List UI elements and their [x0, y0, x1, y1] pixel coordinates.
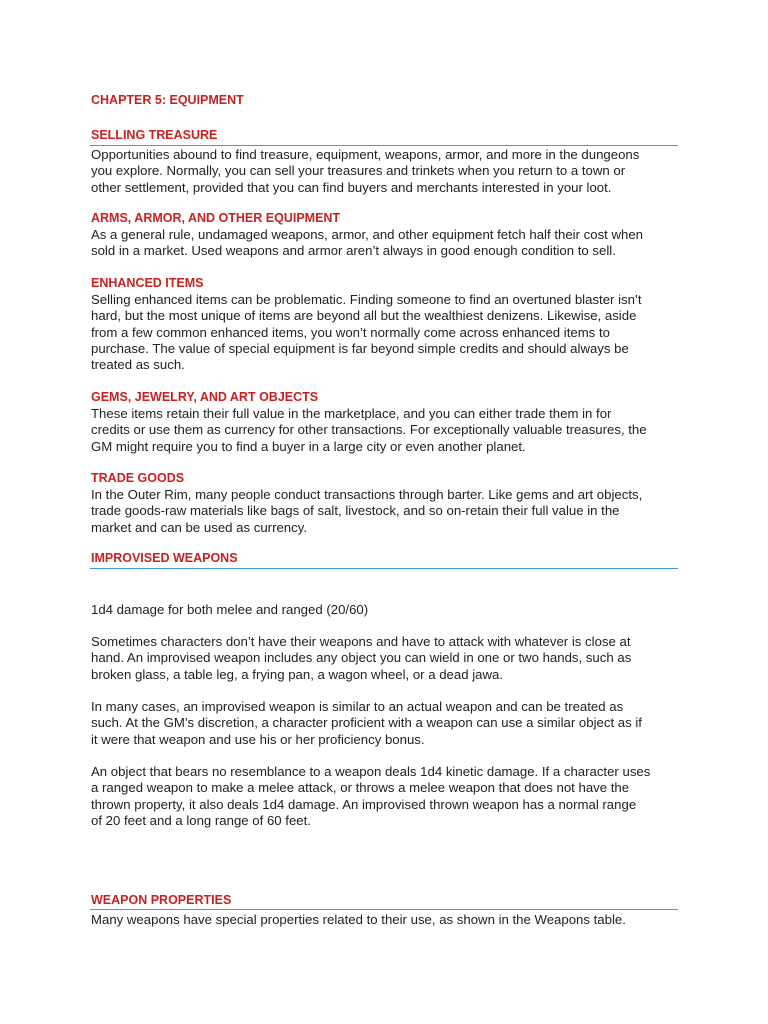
- heading-underline: [90, 909, 678, 910]
- heading-underline: [90, 145, 678, 146]
- paragraph-selling-treasure: Opportunities abound to find treasure, equipment, weapons, armor, and more in the dungeons you explore. Normally, you can sell your treasures and trinkets when you return to a town or other settlement, provided that you can find buyers and merchants interested in your loot.: [91, 147, 640, 195]
- paragraph-trade-goods: In the Outer Rim, many people conduct transactions through barter. Like gems and art objects, trade goods-raw materials like bags of salt, livestock, and so on-retain their full value in the market and can be used as currency.: [91, 487, 643, 535]
- paragraph-improvised-intro: Sometimes characters don’t have their weapons and have to attack with whatever is close at hand. An improvised weapon includes any object you can wield in one or two hands, such as broken glass, a table leg, a frying pan, a wagon wheel, or a dead jawa.: [91, 634, 632, 682]
- paragraph-gems-jewelry: These items retain their full value in the marketplace, and you can either trade them in for credits or use them as currency for other transactions. For exceptionally valuable treasures, the GM might require you to find a buyer in a large city or even another planet.: [91, 406, 647, 454]
- heading-enhanced-items: ENHANCED ITEMS: [91, 276, 204, 290]
- paragraph-enhanced-items: Selling enhanced items can be problematic. Finding someone to find an overtuned blaster isn’t hard, but the most unique of items are beyond all but the wealthiest denizens. Likewise, aside from a few common enhanced items, you won’t normally come across enhanced items to purchase. The value of special equipment is far beyond simple credits and should always be treated as such.: [91, 292, 642, 373]
- paragraph-improvised-similar: In many cases, an improvised weapon is similar to an actual weapon and can be treated as such. At the GM’s discretion, a character proficient with a weapon can use a similar object as if it were that weapon and use his or her proficiency bonus.: [91, 699, 642, 747]
- heading-weapon-properties: WEAPON PROPERTIES: [91, 893, 232, 907]
- heading-gems-jewelry: GEMS, JEWELRY, AND ART OBJECTS: [91, 390, 319, 404]
- paragraph-improvised-no-resemblance: An object that bears no resemblance to a weapon deals 1d4 kinetic damage. If a character uses a ranged weapon to make a melee attack, or throws a melee weapon that does not have the thrown property, it also deals 1d4 damage. An improvised thrown weapon has a normal range of 20 feet and a long range of 60 feet.: [91, 764, 651, 828]
- paragraph-improvised-damage: 1d4 damage for both melee and ranged (20/60): [91, 602, 369, 617]
- heading-selling-treasure: SELLING TREASURE: [91, 128, 218, 142]
- heading-trade-goods: TRADE GOODS: [91, 471, 185, 485]
- heading-arms-armor: ARMS, ARMOR, AND OTHER EQUIPMENT: [91, 211, 341, 225]
- chapter-title: CHAPTER 5: EQUIPMENT: [91, 93, 244, 107]
- heading-underline: [90, 568, 678, 569]
- paragraph-arms-armor: As a general rule, undamaged weapons, armor, and other equipment fetch half their cost when sold in a market. Used weapons and armor aren’t always in good enough condition to sell.: [91, 227, 644, 259]
- paragraph-weapon-properties: Many weapons have special properties related to their use, as shown in the Weapons table.: [91, 912, 626, 927]
- heading-improvised-weapons: IMPROVISED WEAPONS: [91, 551, 238, 565]
